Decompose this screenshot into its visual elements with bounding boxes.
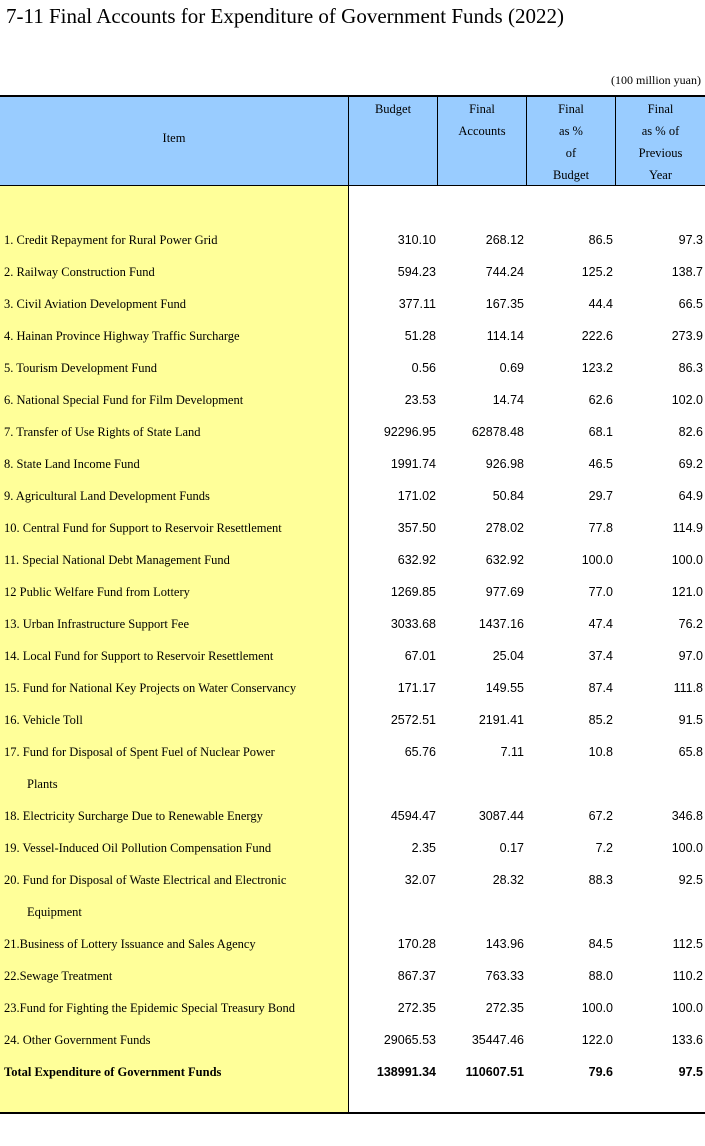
cell-pct-budget: 122.0 <box>581 1033 613 1047</box>
cell-final: 35447.46 <box>471 1033 524 1047</box>
cell-pct-prev: 86.3 <box>678 361 703 375</box>
cell-pct-prev: 66.5 <box>678 297 703 311</box>
cell-budget: 357.50 <box>397 521 436 535</box>
cell-pct-prev: 110.2 <box>672 969 703 983</box>
cell-pct-prev: 69.2 <box>678 457 703 471</box>
cell-pct-budget: 37.4 <box>588 649 613 663</box>
row-label: 20. Fund for Disposal of Waste Electrical and Electronic <box>4 873 287 887</box>
cell-pct-prev: 65.8 <box>678 745 703 759</box>
table-row <box>0 992 705 1024</box>
row-label: 13. Urban Infrastructure Support Fee <box>4 617 190 631</box>
cell-pct-prev: 97.0 <box>678 649 703 663</box>
table-row <box>0 1024 705 1056</box>
cell-final: 0.17 <box>499 841 524 855</box>
cell-pct-budget: 7.2 <box>595 841 613 855</box>
cell-final: 763.33 <box>485 969 524 983</box>
cell-pct-prev: 112.5 <box>672 937 703 951</box>
cell-pct-budget: 68.1 <box>588 425 613 439</box>
row-label-continued: Equipment <box>27 905 82 919</box>
header-item: Item <box>162 131 186 145</box>
cell-budget: 1269.85 <box>390 585 436 599</box>
row-label: 12 Public Welfare Fund from Lottery <box>4 585 190 599</box>
cell-pct-budget: 62.6 <box>588 393 613 407</box>
cell-pct-prev: 100.0 <box>671 841 703 855</box>
cell-budget: 3033.68 <box>390 617 436 631</box>
cell-pct-prev: 92.5 <box>678 873 703 887</box>
cell-final: 62878.48 <box>471 425 524 439</box>
cell-final: 926.98 <box>485 457 524 471</box>
unit-label: (100 million yuan) <box>611 73 701 87</box>
cell-pct-budget: 222.6 <box>581 329 613 343</box>
row-label: 5. Tourism Development Fund <box>4 361 158 375</box>
row-label: 21.Business of Lottery Issuance and Sales Agency <box>4 937 256 951</box>
bottom-rule <box>0 1112 705 1114</box>
row-label: 15. Fund for National Key Projects on Water Conservancy <box>4 681 297 695</box>
row-label: 17. Fund for Disposal of Spent Fuel of Nuclear Power <box>4 745 275 759</box>
header-final-accounts: Final Accounts <box>458 102 506 138</box>
cell-pct-budget: 67.2 <box>588 809 613 823</box>
header-pct-previous-year: Final as % of Previous Year <box>638 102 683 182</box>
table-row <box>0 672 705 704</box>
row-label: 18. Electricity Surcharge Due to Renewable Energy <box>4 809 263 823</box>
cell-pct-budget: 79.6 <box>588 1065 613 1079</box>
cell-budget: 310.10 <box>397 233 436 247</box>
cell-final: 7.11 <box>500 745 524 759</box>
table-row <box>0 224 705 256</box>
cell-budget: 2572.51 <box>390 713 436 727</box>
cell-pct-budget: 88.0 <box>588 969 613 983</box>
header-budget: Budget <box>374 102 412 116</box>
table-row <box>0 288 705 320</box>
cell-pct-budget: 100.0 <box>581 1001 613 1015</box>
table-row <box>0 448 705 480</box>
cell-budget: 32.07 <box>404 873 436 887</box>
total-row <box>0 1056 705 1088</box>
table-row <box>0 544 705 576</box>
cell-final: 114.14 <box>486 329 524 343</box>
cell-pct-budget: 100.0 <box>581 553 613 567</box>
row-label: 4. Hainan Province Highway Traffic Surcharge <box>4 329 240 343</box>
cell-final: 268.12 <box>485 233 524 247</box>
cell-pct-prev: 102.0 <box>671 393 703 407</box>
cell-pct-prev: 121.0 <box>671 585 703 599</box>
cell-final: 110607.51 <box>465 1065 524 1079</box>
table-row <box>0 352 705 384</box>
table-row <box>0 480 705 512</box>
cell-final: 25.04 <box>492 649 524 663</box>
cell-budget: 138991.34 <box>376 1065 436 1079</box>
cell-pct-budget: 77.8 <box>588 521 613 535</box>
table-row <box>0 832 705 864</box>
table-row <box>0 640 705 672</box>
table-row <box>0 960 705 992</box>
cell-final: 278.02 <box>485 521 524 535</box>
cell-final: 167.35 <box>485 297 524 311</box>
cell-pct-budget: 44.4 <box>588 297 613 311</box>
cell-budget: 170.28 <box>397 937 436 951</box>
cell-pct-budget: 29.7 <box>588 489 613 503</box>
cell-final: 2191.41 <box>478 713 524 727</box>
cell-budget: 171.17 <box>397 681 436 695</box>
cell-budget: 171.02 <box>397 489 436 503</box>
row-label: 11. Special National Debt Management Fund <box>4 553 230 567</box>
row-label: 6. National Special Fund for Film Development <box>4 393 244 407</box>
table-row <box>0 256 705 288</box>
table-row <box>0 576 705 608</box>
cell-budget: 377.11 <box>398 297 436 311</box>
row-label: 3. Civil Aviation Development Fund <box>4 297 187 311</box>
cell-pct-budget: 46.5 <box>588 457 613 471</box>
cell-final: 744.24 <box>485 265 524 279</box>
cell-final: 632.92 <box>485 553 524 567</box>
row-label: 24. Other Government Funds <box>4 1033 151 1047</box>
header-pct-budget: Final as % of Budget <box>552 102 590 182</box>
cell-pct-prev: 346.8 <box>671 809 703 823</box>
table-row <box>0 416 705 448</box>
cell-pct-budget: 88.3 <box>588 873 613 887</box>
top-rule <box>0 95 705 97</box>
cell-budget: 65.76 <box>404 745 436 759</box>
row-label: 14. Local Fund for Support to Reservoir Resettlement <box>4 649 274 663</box>
cell-final: 977.69 <box>485 585 524 599</box>
cell-pct-prev: 273.9 <box>671 329 703 343</box>
cell-final: 1437.16 <box>478 617 524 631</box>
cell-budget: 867.37 <box>397 969 436 983</box>
cell-budget: 272.35 <box>397 1001 436 1015</box>
cell-pct-prev: 100.0 <box>671 553 703 567</box>
table-row <box>0 864 705 919</box>
cell-pct-prev: 64.9 <box>678 489 703 503</box>
cell-final: 0.69 <box>499 361 524 375</box>
cell-pct-budget: 123.2 <box>581 361 613 375</box>
cell-pct-budget: 87.4 <box>588 681 613 695</box>
cell-pct-prev: 97.5 <box>678 1065 703 1079</box>
page-title: 7-11 Final Accounts for Expenditure of Government Funds (2022) <box>6 4 564 28</box>
cell-pct-budget: 77.0 <box>588 585 613 599</box>
cell-pct-budget: 47.4 <box>588 617 613 631</box>
cell-pct-budget: 85.2 <box>588 713 613 727</box>
row-label: 10. Central Fund for Support to Reservoir Resettlement <box>4 521 282 535</box>
table-row <box>0 512 705 544</box>
cell-final: 143.96 <box>485 937 524 951</box>
cell-budget: 92296.95 <box>383 425 436 439</box>
cell-final: 50.84 <box>492 489 524 503</box>
row-label: Total Expenditure of Government Funds <box>4 1065 222 1079</box>
row-label: 1. Credit Repayment for Rural Power Grid <box>4 233 218 247</box>
row-label: 23.Fund for Fighting the Epidemic Special Treasury Bond <box>4 1001 295 1015</box>
table-row <box>0 320 705 352</box>
cell-budget: 23.53 <box>404 393 436 407</box>
cell-budget: 67.01 <box>404 649 436 663</box>
cell-final: 28.32 <box>492 873 524 887</box>
table-row <box>0 928 705 960</box>
cell-pct-prev: 76.2 <box>678 617 703 631</box>
cell-pct-prev: 138.7 <box>671 265 703 279</box>
cell-final: 14.74 <box>492 393 524 407</box>
table-row <box>0 704 705 736</box>
row-label: 8. State Land Income Fund <box>4 457 140 471</box>
row-label: 16. Vehicle Toll <box>4 713 83 727</box>
row-label: 2. Railway Construction Fund <box>4 265 155 279</box>
row-label: 19. Vessel-Induced Oil Pollution Compensation Fund <box>4 841 272 855</box>
cell-budget: 594.23 <box>397 265 436 279</box>
cell-pct-prev: 111.8 <box>673 681 703 695</box>
cell-pct-budget: 84.5 <box>588 937 613 951</box>
table-row <box>0 736 705 791</box>
row-label-continued: Plants <box>27 777 58 791</box>
table-row <box>0 608 705 640</box>
cell-budget: 1991.74 <box>390 457 436 471</box>
cell-final: 272.35 <box>485 1001 524 1015</box>
row-label: 22.Sewage Treatment <box>4 969 113 983</box>
table-row <box>0 800 705 832</box>
row-label: 9. Agricultural Land Development Funds <box>4 489 210 503</box>
cell-pct-budget: 10.8 <box>588 745 613 759</box>
cell-final: 3087.44 <box>478 809 524 823</box>
row-label: 7. Transfer of Use Rights of State Land <box>4 425 201 439</box>
cell-budget: 2.35 <box>411 841 436 855</box>
cell-pct-prev: 91.5 <box>678 713 703 727</box>
cell-budget: 4594.47 <box>390 809 436 823</box>
cell-budget: 0.56 <box>411 361 436 375</box>
cell-budget: 29065.53 <box>383 1033 436 1047</box>
cell-pct-prev: 133.6 <box>671 1033 703 1047</box>
cell-pct-budget: 125.2 <box>581 265 613 279</box>
cell-pct-prev: 82.6 <box>678 425 703 439</box>
table-row <box>0 384 705 416</box>
cell-budget: 51.28 <box>404 329 436 343</box>
cell-final: 149.55 <box>485 681 524 695</box>
cell-pct-prev: 100.0 <box>671 1001 703 1015</box>
cell-pct-prev: 114.9 <box>672 521 703 535</box>
cell-pct-budget: 86.5 <box>588 233 613 247</box>
cell-pct-prev: 97.3 <box>678 233 703 247</box>
cell-budget: 632.92 <box>397 553 436 567</box>
